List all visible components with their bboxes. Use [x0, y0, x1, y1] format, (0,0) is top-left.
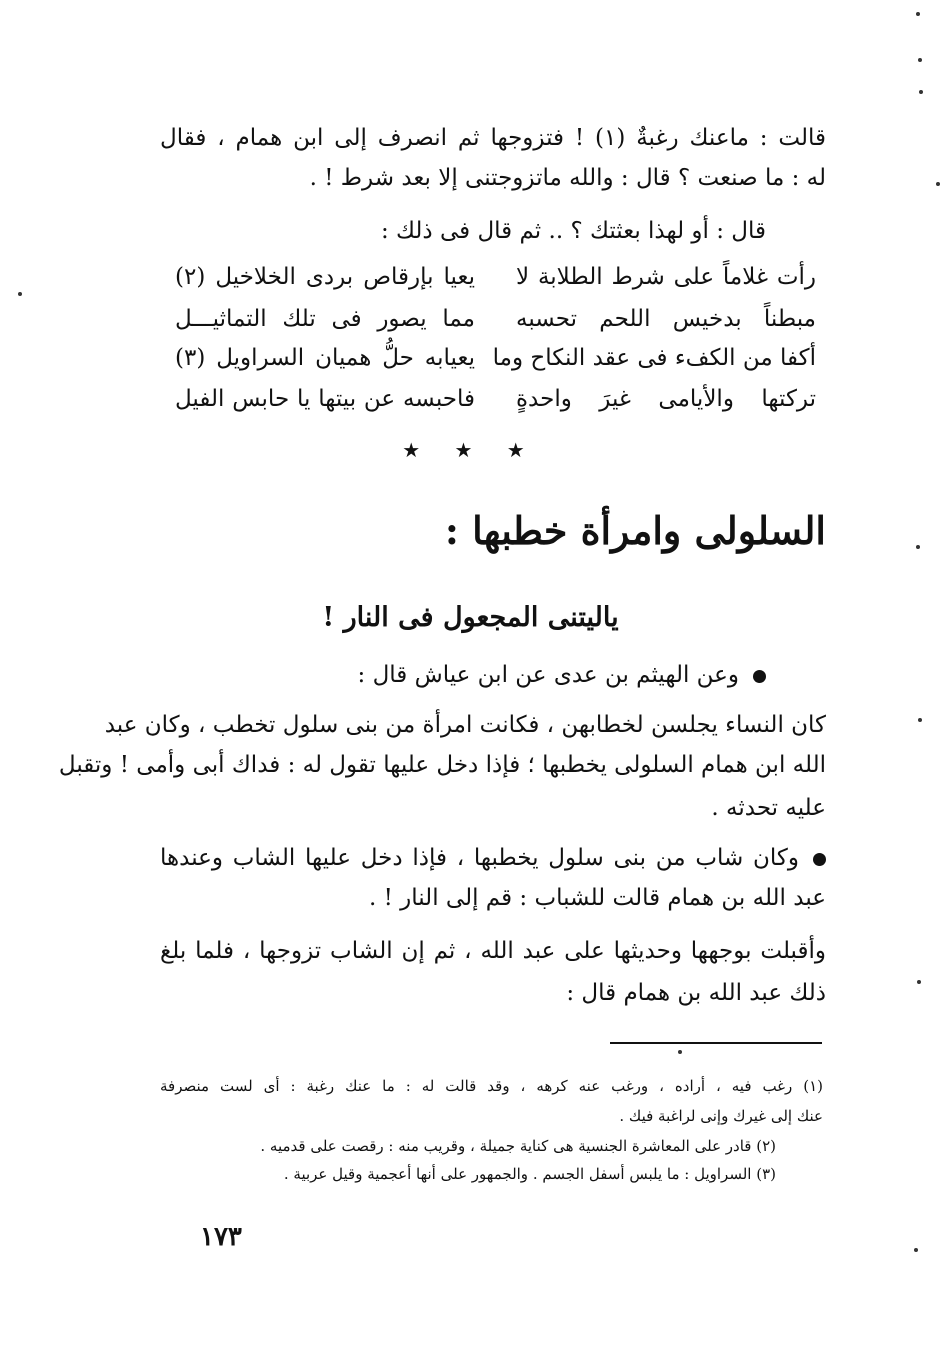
verse-first-hemistich: مبطناً بدخيس اللحم تحسبه [516, 306, 816, 332]
paragraph-line: له : ما صنعت ؟ قال : والله ماتزوجتنى إلا بعد شرط ! . [309, 165, 826, 191]
scan-speck [918, 718, 922, 722]
poem-verse [175, 306, 816, 346]
paragraph-line: كان النساء يجلسن لخطابهن ، فكانت امرأة من بنى سلول تخطب ، وكان عبد [104, 712, 826, 738]
paragraph-line: ذلك عبد الله بن همام قال : [566, 980, 826, 1006]
paragraph-line: عليه تحدثه . [711, 795, 826, 821]
section-subtitle: ياليتنى المجعول فى النار ! [322, 602, 619, 633]
page-number: ١٧٣ [200, 1222, 242, 1252]
poem-verse [175, 386, 816, 426]
bullet-icon [753, 670, 766, 683]
footnote: (١) رغب فيه ، أراده ، ورغب عنه كرهه ، وقد قالت له : ما عنك رغبة : أى لست منصرفة [160, 1077, 823, 1095]
footnote-continuation: عنك إلى غيرك وإنى لراغبة فيك . [619, 1107, 823, 1125]
bullet-icon [813, 853, 826, 866]
scan-speck [919, 90, 923, 94]
verse-second-hemistich: يعيابه حلُّ هميان السراويل (٣) [175, 345, 475, 371]
verse-second-hemistich: فاحبسه عن بيتها يا حابس الفيل [175, 386, 475, 412]
paragraph-line: وأقبلت بوجهها وحديثها على عبد الله ، ثم إن الشاب تزوجها ، فلما بلغ [160, 938, 826, 964]
bullet-paragraph [160, 845, 826, 871]
paragraph-text: وعن الهيثم بن عدى عن ابن عياش قال : [357, 662, 739, 688]
section-title: السلولى وامرأة خطبها : [444, 508, 826, 553]
scan-speck [936, 182, 940, 186]
verse-first-hemistich: تركتها والأيامى غيرَ واحدةٍ [516, 386, 816, 412]
scan-speck [914, 1248, 918, 1252]
footnote-rule [610, 1042, 822, 1044]
paragraph-line: الله ابن همام السلولى يخطبها ؛ فإذا دخل عليها تقول له : فداك أبى وأمى ! وتقبل [58, 752, 826, 778]
footnote: (٢) قادر على المعاشرة الجنسية هى كناية جميلة ، وقريب منه : رقصت على قدميه . [260, 1137, 776, 1155]
poem-verse [175, 345, 816, 385]
scan-speck [18, 292, 22, 296]
scan-speck [917, 980, 921, 984]
scan-speck [916, 12, 920, 16]
scan-speck [916, 545, 920, 549]
footnote: (٣) السراويل : ما يلبس أسفل الجسم . والجمهور على أنها أعجمية وقيل عربية . [283, 1165, 776, 1183]
verse-first-hemistich: رأت غلاماً على شرط الطلابة لا [516, 264, 816, 290]
verse-second-hemistich: يعيا بإرقاص بردى الخلاخيل (٢) [175, 264, 475, 290]
scan-speck [678, 1050, 682, 1054]
scan-speck [918, 58, 922, 62]
verse-first-hemistich: أكفا من الكفء فى عقد النكاح وما [492, 345, 816, 371]
paragraph-text: وكان شاب من بنى سلول يخطبها ، فإذا دخل عليها الشاب وعندها [160, 845, 799, 871]
poem-verse [175, 264, 816, 304]
section-separator: ★ ★ ★ [402, 438, 539, 462]
paragraph-line: قالت : ماعنك رغبةٌ (١) ! فتزوجها ثم انصرف إلى ابن همام ، فقال [160, 125, 827, 151]
bullet-paragraph [358, 662, 766, 688]
verse-second-hemistich: مما يصور فى تلك التماثيـــل [175, 306, 475, 332]
paragraph-line: عبد الله بن همام قالت للشباب : قم إلى النار ! . [368, 885, 826, 911]
paragraph-line: قال : أو لهذا بعثتك ؟ .. ثم قال فى ذلك : [380, 218, 766, 244]
